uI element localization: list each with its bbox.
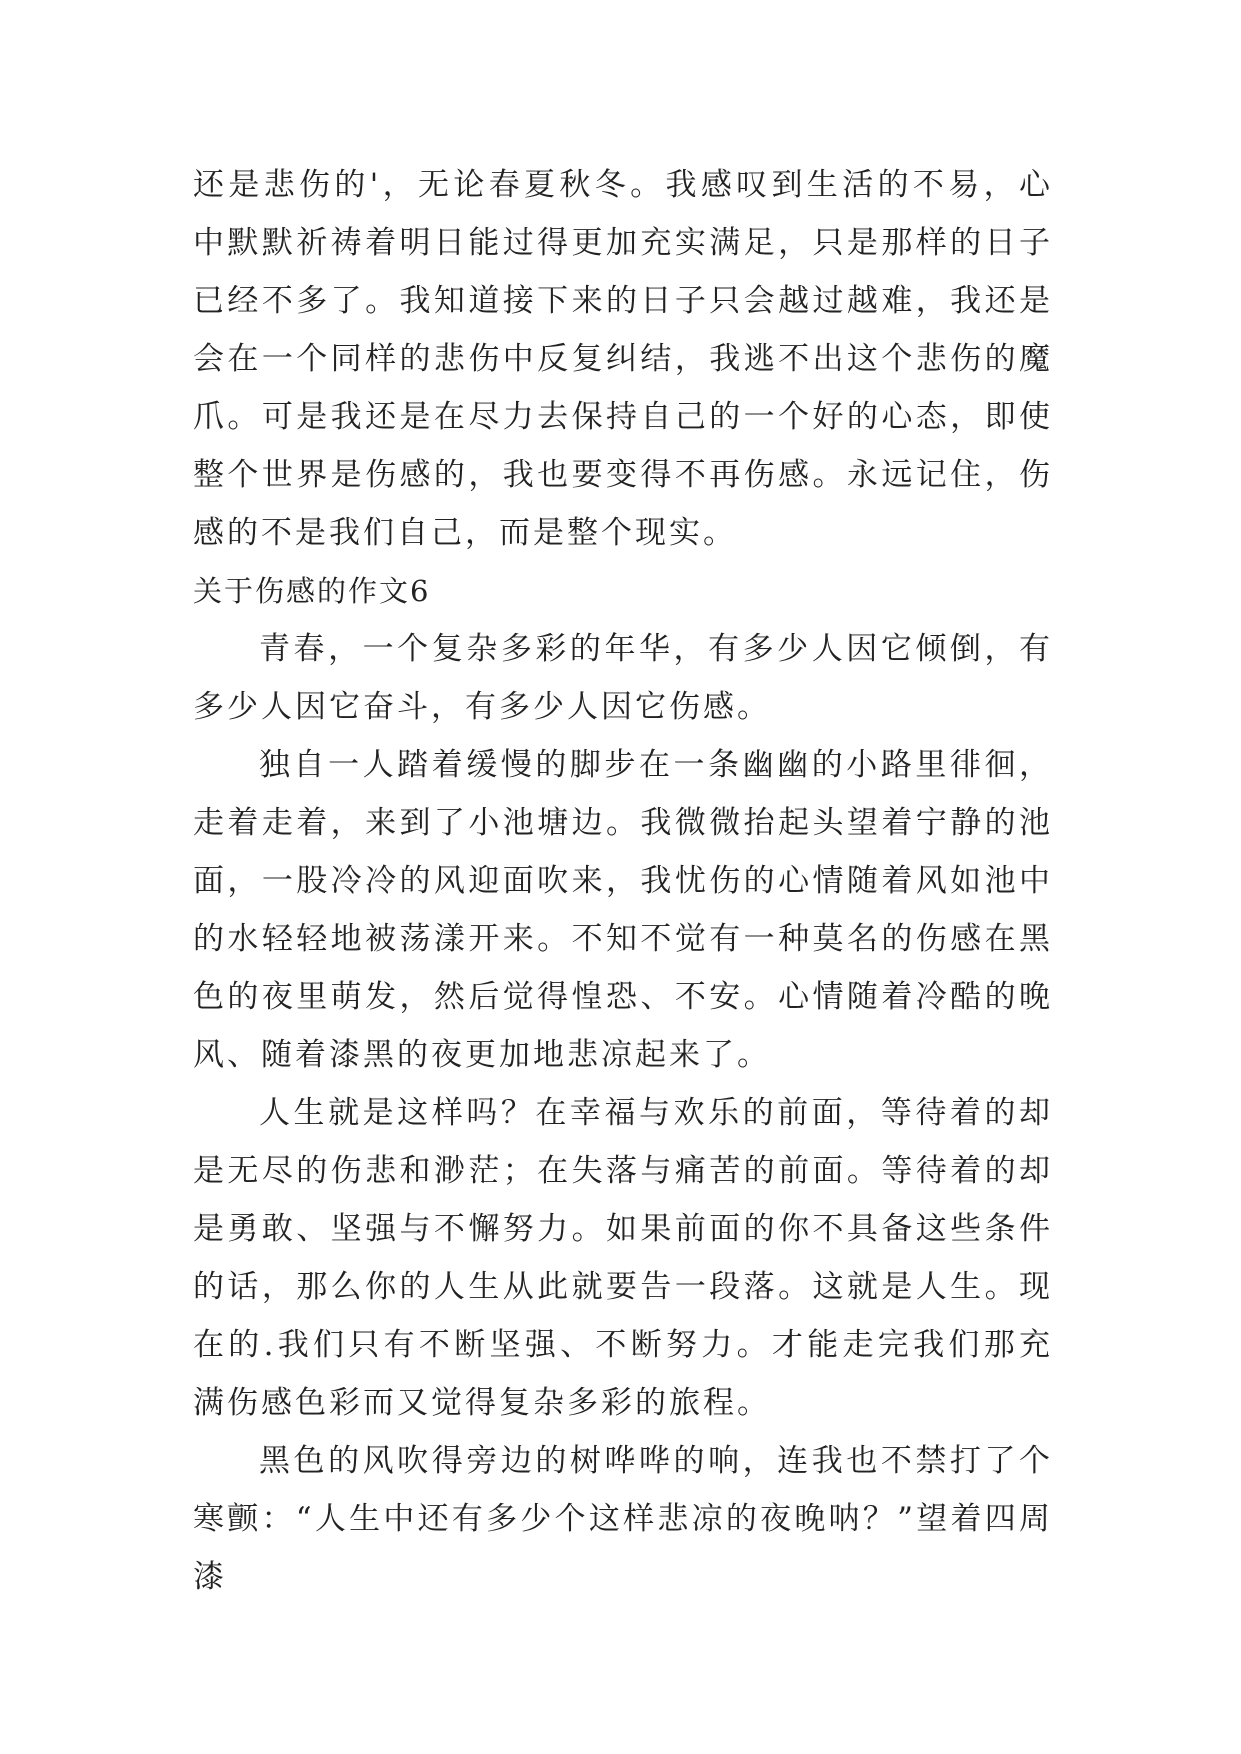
paragraph-continued: 还是悲伤的'，无论春夏秋冬。我感叹到生活的不易，心中默默祈祷着明日能过得更加充实满足，只是那样的日子已经不多了。我知道接下来的日子只会越过越难，我还是会在一个同样的悲伤中反复纠结，我逃不出这个悲伤的魔爪。可是我还是在尽力去保持自己的一个好的心态，即使整个世界是伤感的，我也要变得不再伤感。永远记住，伤感的不是我们自己，而是整个现实。 bbox=[193, 167, 1053, 551]
paragraph-youth: 青春，一个复杂多彩的年华，有多少人因它倾倒，有多少人因它奋斗，有多少人因它伤感。 bbox=[193, 631, 1053, 725]
paragraph-pond-walk: 独自一人踏着缓慢的脚步在一条幽幽的小路里徘徊，走着走着，来到了小池塘边。我微微抬起头望着宁静的池面，一股冷冷的风迎面吹来，我忧伤的心情随着风如池中的水轻轻地被荡漾开来。不知不觉有一种莫名的伤感在黑色的夜里萌发，然后觉得惶恐、不安。心情随着冷酷的晚风、随着漆黑的夜更加地悲凉起来了。 bbox=[193, 747, 1053, 1073]
paragraph-black-wind: 黑色的风吹得旁边的树哗哗的响，连我也不禁打了个寒颤：“人生中还有多少个这样悲凉的夜晚呐？”望着四周漆 bbox=[193, 1443, 1053, 1595]
section-heading: 关于伤感的作文6 bbox=[193, 574, 431, 608]
paragraph-life-reflection: 人生就是这样吗？在幸福与欢乐的前面，等待着的却是无尽的伤悲和渺茫；在失落与痛苦的前面。等待着的却是勇敢、坚强与不懈努力。如果前面的你不具备这些条件的话，那么你的人生从此就要告一段落。这就是人生。现在的.我们只有不断坚强、不断努力。才能走完我们那充满伤感色彩而又觉得复杂多彩的旅程。 bbox=[193, 1095, 1053, 1421]
document-page bbox=[193, 156, 1053, 1606]
